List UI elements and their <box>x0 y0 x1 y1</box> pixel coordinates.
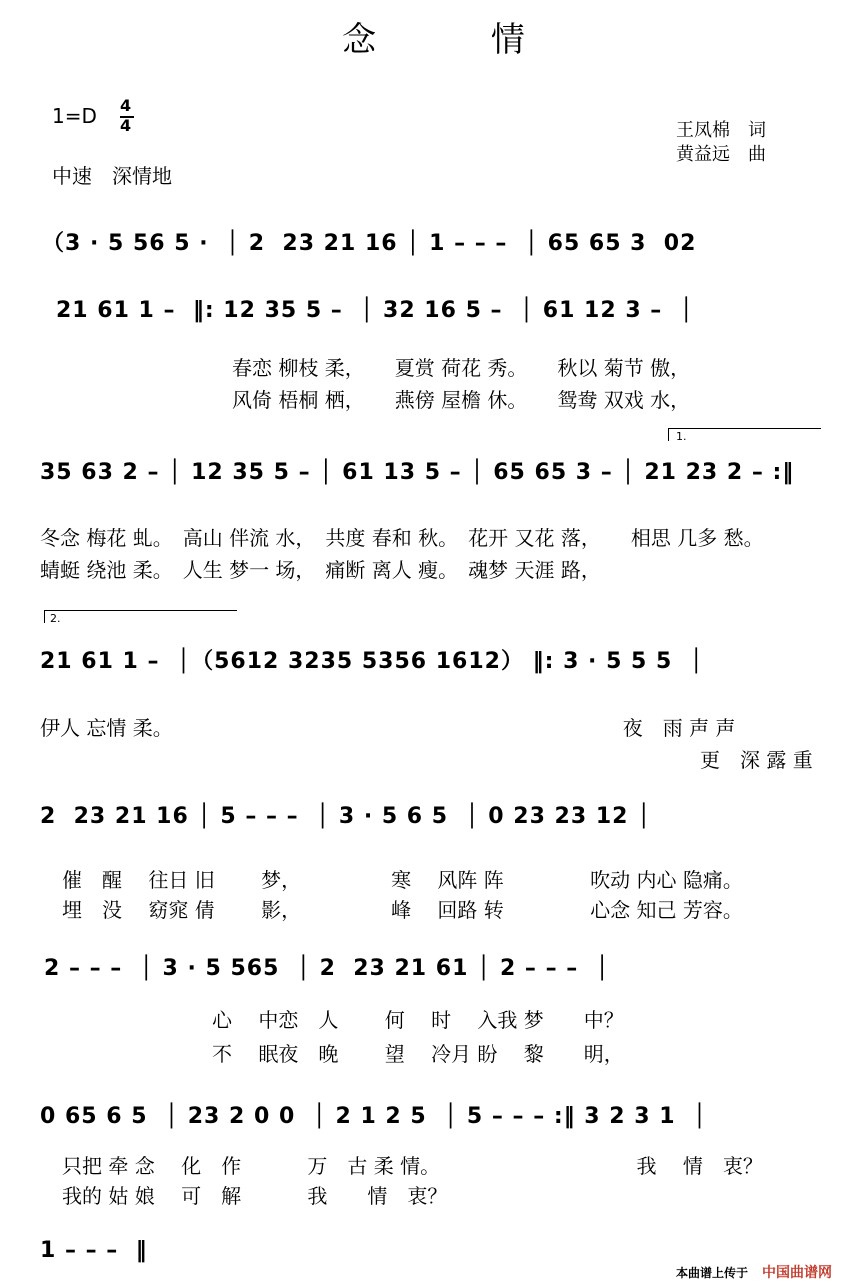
score-line-2: 21 61 1 – ‖: 12 35 5 – │ 32 16 5 – │ 61 12 3 – │ <box>56 298 694 323</box>
time-signature-bottom: 4 <box>120 116 132 135</box>
score-line-5: 2 23 21 16 │ 5 – – – │ 3 · 5 6 5 │ 0 23 23 12 │ <box>40 804 652 829</box>
volta-bracket-1 <box>668 428 821 441</box>
volta-bracket-2 <box>44 610 237 623</box>
lyrics-line-6-verse-1: 心 中恋 人 何 时 入我 梦 中？ <box>212 1008 624 1032</box>
lyrics-line-5-verse-2: 埋 没 窈窕 倩 影， 峰 回路 转 心念 知己 芳容。 <box>62 898 743 922</box>
lyrics-line-3-verse-2: 蜻蜓 绕池 柔。 人生 梦一 场， 痛断 离人 瘦。 魂梦 天涯 路， <box>40 558 601 582</box>
footer-text: 本曲谱上传于 <box>676 1266 749 1280</box>
score-line-3: 35 63 2 – │ 12 35 5 – │ 61 13 5 – │ 65 65 3 – │ 21 23 2 – :‖ <box>40 460 795 485</box>
lyricist-credit: 王凤棉 词 <box>676 120 766 141</box>
page-title: 念 情 <box>342 20 577 60</box>
time-signature-top: 4 <box>120 96 132 115</box>
volta-number-2: 2. <box>50 612 61 625</box>
lyrics-line-4-verse-2: 更 深 露 重 <box>40 748 813 772</box>
volta-number-1: 1. <box>676 430 687 443</box>
site-logo[interactable]: 中国曲谱网 <box>762 1265 832 1281</box>
lyrics-line-2-verse-2: 风倚 梧桐 栖， 燕傍 屋檐 休。 鸳鸯 双戏 水， <box>232 388 691 412</box>
lyrics-line-4-verse-1: 伊人 忘情 柔。 夜 雨 声 声 <box>40 716 736 740</box>
score-line-6: 2 – – – │ 3 · 5 565 │ 2 23 21 61 │ 2 – – – │ <box>44 956 610 981</box>
score-line-1: （3 · 5 56 5 · │ 2 23 21 16 │ 1 – – – │ 65 65 3 02 <box>42 231 697 256</box>
lyrics-line-7-verse-2: 我的 姑 娘 可 解 我 情 衷？ <box>62 1184 448 1208</box>
lyrics-line-3-verse-1: 冬念 梅花 虬。 高山 伴流 水， 共度 春和 秋。 花开 又花 落， 相思 几多 愁。 <box>40 526 764 550</box>
key-signature: 1=D <box>52 104 97 128</box>
score-line-7: 0 65 6 5 │ 23 2 0 0 │ 2 1 2 5 │ 5 – – – :‖ 3 2 3 1 │ <box>40 1104 708 1129</box>
lyrics-line-2-verse-1: 春恋 柳枝 柔， 夏赏 荷花 秀。 秋以 菊节 傲， <box>232 356 691 380</box>
lyrics-line-5-verse-1: 催 醒 往日 旧 梦， 寒 风阵 阵 吹动 内心 隐痛。 <box>62 868 743 892</box>
tempo-marking: 中速 深情地 <box>52 164 172 188</box>
lyrics-line-7-verse-1: 只把 牵 念 化 作 万 古 柔 情。 我 情 衷？ <box>62 1154 763 1178</box>
score-line-4: 21 61 1 – │（5612 3235 5356 1612） ‖: 3 · 5 5 5 │ <box>40 649 704 674</box>
composer-credit: 黄益远 曲 <box>676 144 766 165</box>
lyrics-line-6-verse-2: 不 眠夜 晚 望 冷月 盼 黎 明， <box>212 1042 624 1066</box>
score-line-8: 1 – – – ‖ <box>40 1238 148 1263</box>
